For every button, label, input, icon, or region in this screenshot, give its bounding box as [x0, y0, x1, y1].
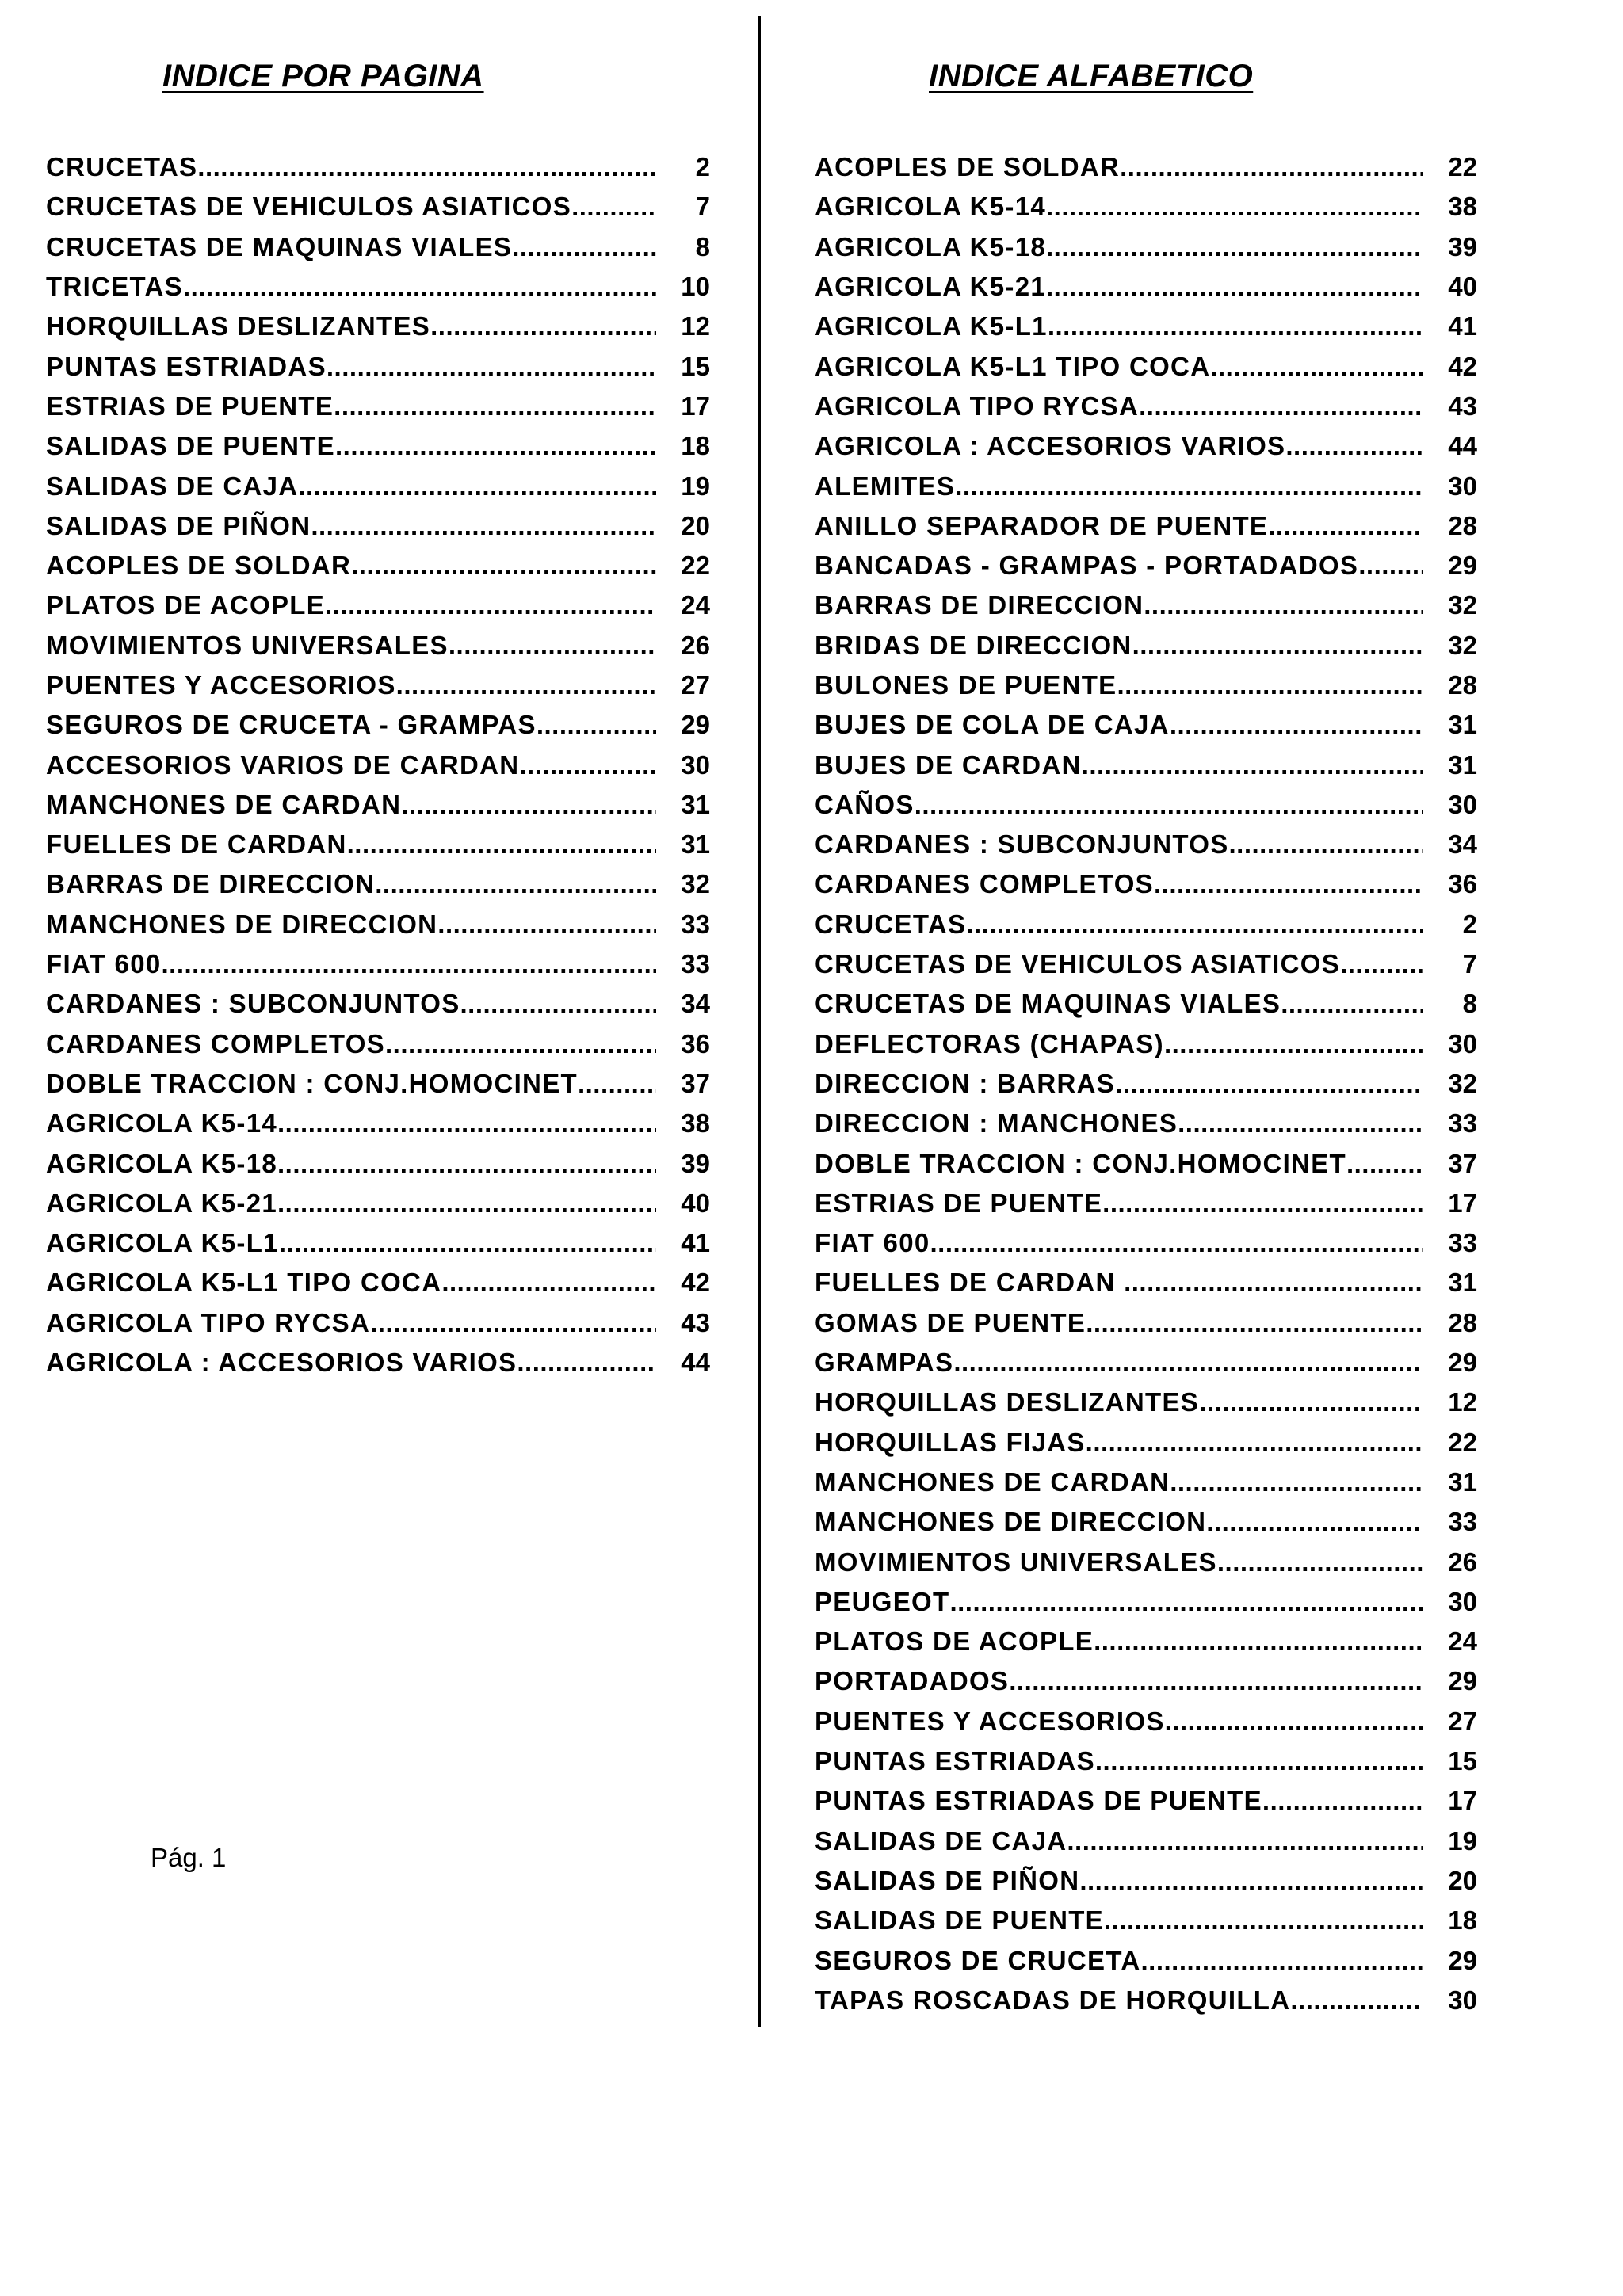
entry-page-number: 15 [681, 351, 710, 381]
entry-label: SALIDAS DE CAJA ..... [46, 471, 656, 502]
entry-label: ACOPLES DE SOLDAR ..... [46, 551, 656, 581]
index-entry [46, 864, 710, 904]
entry-page-number: 15 [1448, 1746, 1477, 1776]
entry-label: BARRAS DE DIRECCION ..... [815, 590, 1423, 620]
entry-label: CRUCETAS DE MAQUINAS VIALES ..... [815, 989, 1423, 1019]
entry-page-number: 28 [1448, 670, 1477, 700]
entry-label: PLATOS DE ACOPLE ..... [815, 1627, 1423, 1657]
entry-label: BARRAS DE DIRECCION ..... [46, 869, 656, 899]
entry-page-number: 30 [1448, 1985, 1477, 2015]
entry-label: AGRICOLA K5-L1 TIPO COCA ..... [815, 352, 1423, 382]
index-entry [46, 506, 710, 546]
entry-label: AGRICOLA K5-L1 TIPO COCA ..... [46, 1268, 656, 1298]
index-entry [46, 346, 710, 386]
index-entry [815, 626, 1477, 666]
entry-label: CARDANES COMPLETOS ..... [815, 869, 1423, 899]
entry-page-number: 18 [681, 431, 710, 461]
index-entry [46, 466, 710, 505]
index-entry [815, 1383, 1477, 1422]
entry-page-number: 40 [681, 1188, 710, 1218]
entry-page-number: 19 [1448, 1825, 1477, 1855]
index-entry [815, 785, 1477, 825]
entry-page-number: 22 [1448, 1427, 1477, 1457]
index-entry [815, 1184, 1477, 1223]
entry-page-number: 41 [1448, 311, 1477, 341]
entry-label: PUNTAS ESTRIADAS DE PUENTE ..... [815, 1786, 1423, 1816]
index-entry [46, 1184, 710, 1223]
entry-page-number: 26 [1448, 1547, 1477, 1577]
index-entry [46, 1303, 710, 1343]
index-entry [815, 1821, 1477, 1860]
index-entry [46, 426, 710, 466]
index-entry [815, 1064, 1477, 1104]
entry-label: ESTRIAS DE PUENTE ..... [46, 391, 656, 421]
index-alphabetical-list [815, 147, 1477, 2020]
entry-label: FIAT 600 ..... [46, 949, 656, 979]
entry-label: FIAT 600 ..... [815, 1228, 1423, 1258]
entry-page-number: 31 [681, 830, 710, 860]
entry-page-number: 12 [1448, 1387, 1477, 1417]
entry-page-number: 31 [1448, 1466, 1477, 1497]
index-entry [815, 1502, 1477, 1542]
index-entry [46, 944, 710, 984]
entry-page-number: 17 [1448, 1188, 1477, 1218]
entry-label: HORQUILLAS DESLIZANTES ..... [815, 1387, 1423, 1417]
entry-page-number: 31 [1448, 1268, 1477, 1298]
entry-label: ESTRIAS DE PUENTE ..... [815, 1188, 1423, 1219]
entry-label: CRUCETAS ..... [815, 910, 1423, 940]
entry-label: AGRICOLA K5-L1 ..... [46, 1228, 656, 1258]
entry-label: AGRICOLA K5-L1 ..... [815, 311, 1423, 341]
index-by-page-list [46, 147, 710, 1383]
entry-label: MOVIMIENTOS UNIVERSALES ..... [815, 1547, 1423, 1577]
entry-label: CARDANES COMPLETOS ..... [46, 1029, 656, 1059]
entry-page-number: 38 [1448, 192, 1477, 222]
entry-page-number: 31 [1448, 749, 1477, 780]
entry-label: DEFLECTORAS (CHAPAS) ..... [815, 1029, 1423, 1059]
entry-page-number: 29 [1448, 1348, 1477, 1378]
entry-label: TRICETAS ..... [46, 272, 656, 302]
index-entry [815, 1981, 1477, 2020]
entry-page-number: 37 [681, 1068, 710, 1098]
entry-label: AGRICOLA K5-18 ..... [815, 232, 1423, 262]
entry-label: SALIDAS DE PUENTE ..... [46, 431, 656, 461]
index-entry [46, 825, 710, 864]
index-entry [46, 1223, 710, 1263]
entry-page-number: 39 [681, 1148, 710, 1178]
entry-page-number: 7 [695, 192, 710, 222]
entry-label: CRUCETAS DE VEHICULOS ASIATICOS ..... [46, 192, 656, 222]
entry-label: SALIDAS DE PIÑON ..... [815, 1866, 1423, 1896]
entry-label: CRUCETAS DE VEHICULOS ASIATICOS ..... [815, 949, 1423, 979]
index-entry [46, 905, 710, 944]
entry-label: MANCHONES DE CARDAN ..... [815, 1467, 1423, 1497]
entry-label: GOMAS DE PUENTE ..... [815, 1308, 1423, 1338]
index-entry [815, 187, 1477, 227]
entry-page-number: 2 [695, 152, 710, 182]
entry-page-number: 18 [1448, 1905, 1477, 1936]
index-alphabetical-title: INDICE ALFABETICO [929, 59, 1254, 93]
index-entry [815, 1463, 1477, 1502]
entry-label: DOBLE TRACCION : CONJ.HOMOCINET ..... [46, 1069, 656, 1099]
entry-page-number: 24 [681, 590, 710, 620]
index-entry [815, 905, 1477, 944]
index-entry [815, 1223, 1477, 1263]
entry-label: DOBLE TRACCION : CONJ.HOMOCINET ..... [815, 1149, 1423, 1179]
entry-page-number: 19 [681, 471, 710, 501]
index-entry [46, 1064, 710, 1104]
index-entry [815, 1104, 1477, 1143]
index-entry [815, 1423, 1477, 1463]
entry-label: SEGUROS DE CRUCETA - GRAMPAS ..... [46, 710, 656, 740]
entry-label: AGRICOLA TIPO RYCSA ..... [46, 1308, 656, 1338]
index-entry [815, 1622, 1477, 1661]
entry-page-number: 22 [1448, 152, 1477, 182]
entry-page-number: 33 [681, 909, 710, 939]
entry-label: AGRICOLA K5-21 ..... [46, 1188, 656, 1219]
entry-page-number: 10 [681, 272, 710, 302]
index-entry [815, 426, 1477, 466]
index-entry [815, 227, 1477, 267]
entry-label: PORTADADOS ..... [815, 1666, 1423, 1696]
index-entry [46, 666, 710, 705]
entry-page-number: 7 [1462, 949, 1477, 979]
index-entry [815, 666, 1477, 705]
column-divider [758, 16, 761, 2027]
index-entry [46, 187, 710, 227]
entry-label: CARDANES : SUBCONJUNTOS ..... [46, 989, 656, 1019]
entry-label: MANCHONES DE DIRECCION ..... [46, 910, 656, 940]
entry-page-number: 33 [1448, 1507, 1477, 1537]
entry-page-number: 32 [681, 869, 710, 899]
index-entry [815, 1702, 1477, 1741]
index-entry [815, 745, 1477, 784]
entry-label: CRUCETAS ..... [46, 152, 656, 182]
index-entry [815, 1901, 1477, 1940]
index-entry [815, 147, 1477, 187]
index-entry [815, 1661, 1477, 1701]
index-entry [46, 785, 710, 825]
entry-label: MANCHONES DE CARDAN ..... [46, 790, 656, 820]
entry-label: MANCHONES DE DIRECCION ..... [815, 1507, 1423, 1537]
entry-label: BANCADAS - GRAMPAS - PORTADADOS ..... [815, 551, 1423, 581]
page-number: Pág. 1 [151, 1843, 227, 1872]
index-entry [815, 1781, 1477, 1821]
index-entry [815, 1143, 1477, 1183]
index-entry [46, 1343, 710, 1383]
index-entry [815, 1343, 1477, 1383]
entry-page-number: 31 [681, 789, 710, 819]
entry-label: PLATOS DE ACOPLE ..... [46, 590, 656, 620]
entry-page-number: 38 [681, 1108, 710, 1138]
entry-label: ANILLO SEPARADOR DE PUENTE ..... [815, 511, 1423, 541]
entry-page-number: 30 [1448, 1028, 1477, 1058]
index-entry [46, 227, 710, 267]
entry-label: HORQUILLAS FIJAS ..... [815, 1428, 1423, 1458]
entry-label: PEUGEOT ..... [815, 1587, 1423, 1617]
index-entry [46, 267, 710, 307]
entry-page-number: 31 [1448, 710, 1477, 740]
entry-label: SALIDAS DE PIÑON ..... [46, 511, 656, 541]
entry-label: DIRECCION : MANCHONES ..... [815, 1108, 1423, 1138]
entry-label: PUENTES Y ACCESORIOS ..... [46, 670, 656, 700]
index-entry [815, 585, 1477, 625]
entry-page-number: 33 [681, 949, 710, 979]
index-entry [815, 387, 1477, 426]
entry-page-number: 40 [1448, 272, 1477, 302]
entry-label: AGRICOLA K5-21 ..... [815, 272, 1423, 302]
entry-page-number: 32 [1448, 590, 1477, 620]
index-entry [46, 1263, 710, 1302]
entry-label: PUNTAS ESTRIADAS ..... [46, 352, 656, 382]
entry-page-number: 30 [1448, 471, 1477, 501]
entry-label: ALEMITES ..... [815, 471, 1423, 502]
index-entry [815, 1861, 1477, 1901]
entry-page-number: 32 [1448, 1068, 1477, 1098]
entry-label: DIRECCION : BARRAS ..... [815, 1069, 1423, 1099]
entry-page-number: 30 [1448, 789, 1477, 819]
entry-label: GRAMPAS ..... [815, 1348, 1423, 1378]
entry-page-number: 17 [1448, 1786, 1477, 1816]
entry-label: SALIDAS DE CAJA ..... [815, 1826, 1423, 1856]
entry-label: SEGUROS DE CRUCETA ..... [815, 1946, 1423, 1976]
entry-page-number: 22 [681, 551, 710, 581]
entry-page-number: 43 [1448, 391, 1477, 421]
entry-label: PUNTAS ESTRIADAS ..... [815, 1746, 1423, 1776]
entry-label: CARDANES : SUBCONJUNTOS ..... [815, 830, 1423, 860]
entry-label: AGRICOLA TIPO RYCSA ..... [815, 391, 1423, 421]
entry-page-number: 2 [1462, 909, 1477, 939]
index-entry [46, 147, 710, 187]
index-entry [815, 506, 1477, 546]
index-entry [46, 1104, 710, 1143]
entry-label: CAÑOS ..... [815, 790, 1423, 820]
index-entry [46, 387, 710, 426]
entry-page-number: 29 [681, 710, 710, 740]
entry-page-number: 34 [1448, 830, 1477, 860]
entry-label: AGRICOLA : ACCESORIOS VARIOS ..... [46, 1348, 656, 1378]
entry-page-number: 26 [681, 630, 710, 660]
index-entry [46, 1024, 710, 1064]
entry-page-number: 17 [681, 391, 710, 421]
entry-page-number: 29 [1448, 1945, 1477, 1975]
entry-label: SALIDAS DE PUENTE ..... [815, 1905, 1423, 1936]
entry-page-number: 33 [1448, 1108, 1477, 1138]
entry-page-number: 30 [1448, 1586, 1477, 1616]
entry-page-number: 20 [681, 510, 710, 540]
entry-page-number: 41 [681, 1228, 710, 1258]
index-entry [46, 745, 710, 784]
entry-page-number: 27 [681, 670, 710, 700]
entry-label: BRIDAS DE DIRECCION ..... [815, 631, 1423, 661]
entry-page-number: 27 [1448, 1706, 1477, 1736]
entry-page-number: 30 [681, 749, 710, 780]
entry-page-number: 36 [681, 1028, 710, 1058]
entry-label: BUJES DE CARDAN ..... [815, 750, 1423, 780]
index-entry [815, 1303, 1477, 1343]
entry-page-number: 34 [681, 989, 710, 1019]
index-entry [815, 864, 1477, 904]
entry-label: HORQUILLAS DESLIZANTES ..... [46, 311, 656, 341]
entry-page-number: 8 [695, 231, 710, 261]
index-entry [815, 1940, 1477, 1980]
entry-page-number: 36 [1448, 869, 1477, 899]
entry-page-number: 29 [1448, 551, 1477, 581]
entry-label: BULONES DE PUENTE ..... [815, 670, 1423, 700]
index-entry [46, 307, 710, 346]
entry-page-number: 20 [1448, 1865, 1477, 1895]
entry-page-number: 42 [1448, 351, 1477, 381]
entry-page-number: 44 [1448, 431, 1477, 461]
entry-page-number: 28 [1448, 510, 1477, 540]
entry-page-number: 37 [1448, 1148, 1477, 1178]
index-entry [815, 1263, 1477, 1302]
index-entry [815, 825, 1477, 864]
index-entry [46, 705, 710, 745]
index-entry [815, 944, 1477, 984]
entry-page-number: 32 [1448, 630, 1477, 660]
index-entry [46, 546, 710, 585]
index-entry [815, 1542, 1477, 1581]
index-entry [46, 1143, 710, 1183]
entry-page-number: 39 [1448, 231, 1477, 261]
entry-page-number: 12 [681, 311, 710, 341]
index-by-page-title: INDICE POR PAGINA [162, 59, 484, 93]
index-entry [815, 346, 1477, 386]
entry-label: PUENTES Y ACCESORIOS ..... [815, 1707, 1423, 1737]
entry-label: FUELLES DE CARDAN ..... [815, 1268, 1423, 1298]
index-entry [815, 1582, 1477, 1622]
entry-label: AGRICOLA K5-18 ..... [46, 1149, 656, 1179]
index-entry [815, 984, 1477, 1024]
entry-page-number: 8 [1462, 989, 1477, 1019]
index-entry [46, 984, 710, 1024]
index-entry [815, 1024, 1477, 1064]
index-entry [46, 585, 710, 625]
entry-label: BUJES DE COLA DE CAJA ..... [815, 710, 1423, 740]
entry-page-number: 43 [681, 1307, 710, 1337]
entry-label: ACCESORIOS VARIOS DE CARDAN ..... [46, 750, 656, 780]
entry-page-number: 44 [681, 1348, 710, 1378]
entry-label: CRUCETAS DE MAQUINAS VIALES ..... [46, 232, 656, 262]
entry-label: AGRICOLA K5-14 ..... [46, 1108, 656, 1138]
entry-label: AGRICOLA : ACCESORIOS VARIOS ..... [815, 431, 1423, 461]
entry-label: ACOPLES DE SOLDAR ..... [815, 152, 1423, 182]
entry-page-number: 42 [681, 1268, 710, 1298]
index-entry [46, 626, 710, 666]
entry-label: FUELLES DE CARDAN ..... [46, 830, 656, 860]
index-entry [815, 267, 1477, 307]
entry-page-number: 29 [1448, 1666, 1477, 1696]
entry-page-number: 28 [1448, 1307, 1477, 1337]
index-entry [815, 546, 1477, 585]
index-entry [815, 1741, 1477, 1781]
index-entry [815, 705, 1477, 745]
entry-label: TAPAS ROSCADAS DE HORQUILLA ..... [815, 1985, 1423, 2016]
entry-label: MOVIMIENTOS UNIVERSALES ..... [46, 631, 656, 661]
entry-page-number: 33 [1448, 1228, 1477, 1258]
entry-label: AGRICOLA K5-14 ..... [815, 192, 1423, 222]
index-entry [815, 466, 1477, 505]
entry-page-number: 24 [1448, 1627, 1477, 1657]
index-entry [815, 307, 1477, 346]
